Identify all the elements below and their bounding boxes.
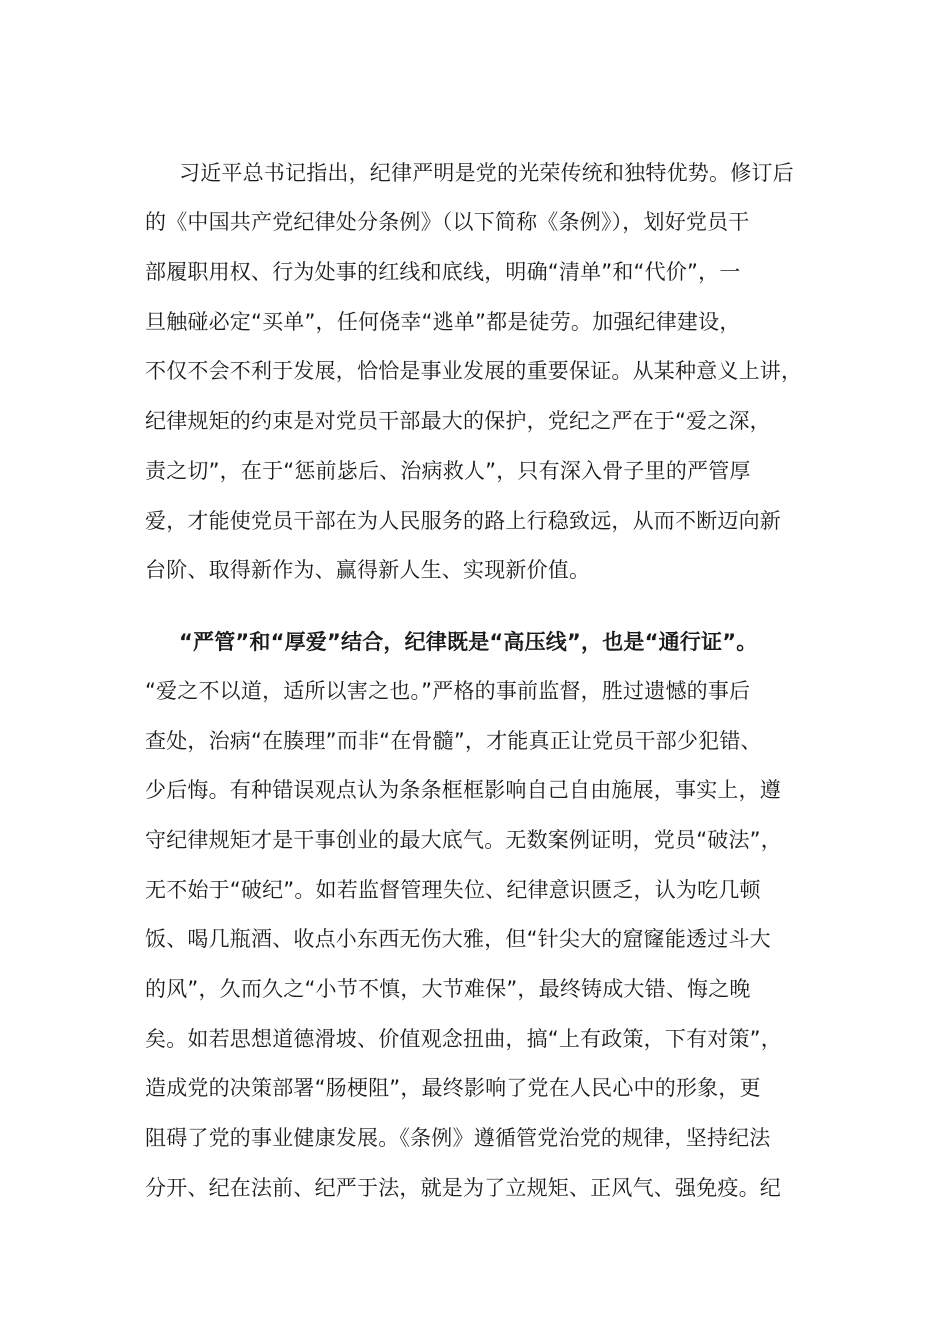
- paragraph-2-line-8: 矣。如若思想道德滑坡、价值观念扭曲，搞“上有政策，下有对策”，: [145, 1027, 782, 1051]
- paragraph-1-line-1: 习近平总书记指出，纪律严明是党的光荣传统和独特优势。修订后: [179, 161, 794, 185]
- paragraph-1-line-5: 不仅不会不利于发展，恰恰是事业发展的重要保证。从某种意义上讲，: [145, 359, 803, 383]
- paragraph-1-line-6: 纪律规矩的约束是对党员干部最大的保护，党纪之严在于“爱之深，: [145, 409, 771, 433]
- paragraph-1-line-3: 部履职用权、行为处事的红线和底线，明确“清单”和“代价”，一: [145, 260, 741, 284]
- paragraph-2-line-11: 分开、纪在法前、纪严于法，就是为了立规矩、正风气、强免疫。纪: [145, 1176, 781, 1200]
- paragraph-2-line-6: 饭、喝几瓶酒、收点小东西无伤大雅，但“针尖大的窟窿能透过斗大: [145, 927, 771, 951]
- paragraph-2-line-3: 少后悔。有种错误观点认为条条框框影响自己自由施展，事实上，遵: [145, 778, 781, 802]
- paragraph-2-line-9: 造成党的决策部署“肠梗阻”，最终影响了党在人民心中的形象，更: [145, 1076, 761, 1100]
- paragraph-1-line-9: 台阶、取得新作为、赢得新人生、实现新价值。: [145, 558, 591, 582]
- paragraph-2-line-7: 的风”，久而久之“小节不慎，大节难保”，最终铸成大错、悔之晚: [145, 977, 751, 1001]
- paragraph-2-line-5: 无不始于“破纪”。如若监督管理失位、纪律意识匮乏，认为吃几顿: [145, 878, 761, 902]
- paragraph-1-line-8: 爱，才能使党员干部在为人民服务的路上行稳致远，从而不断迈向新: [145, 509, 781, 533]
- paragraph-2-line-2: 查处，治病“在腠理”而非“在骨髓”，才能真正让党员干部少犯错、: [145, 729, 762, 753]
- paragraph-1-line-2: 的《中国共产党纪律处分条例》（以下简称《条例》），划好党员干: [145, 210, 750, 234]
- paragraph-2-line-4: 守纪律规矩才是干事创业的最大底气。无数案例证明，党员“破法”，: [145, 828, 782, 852]
- paragraph-2-line-1: “爱之不以道，适所以害之也。”严格的事前监督，胜过遗憾的事后: [145, 679, 751, 703]
- paragraph-1-line-7: 责之切”，在于“惩前毖后、治病救人”，只有深入骨子里的严管厚: [145, 459, 751, 483]
- paragraph-2-line-10: 阻碍了党的事业健康发展。《条例》遵循管党治党的规律，坚持纪法: [145, 1126, 771, 1150]
- paragraph-2-heading: “严管”和“厚爱”结合，纪律既是“高压线”，也是“通行证”。: [179, 630, 758, 654]
- paragraph-1-line-4: 旦触碰必定“买单”，任何侥幸“逃单”都是徒劳。加强纪律建设，: [145, 310, 741, 334]
